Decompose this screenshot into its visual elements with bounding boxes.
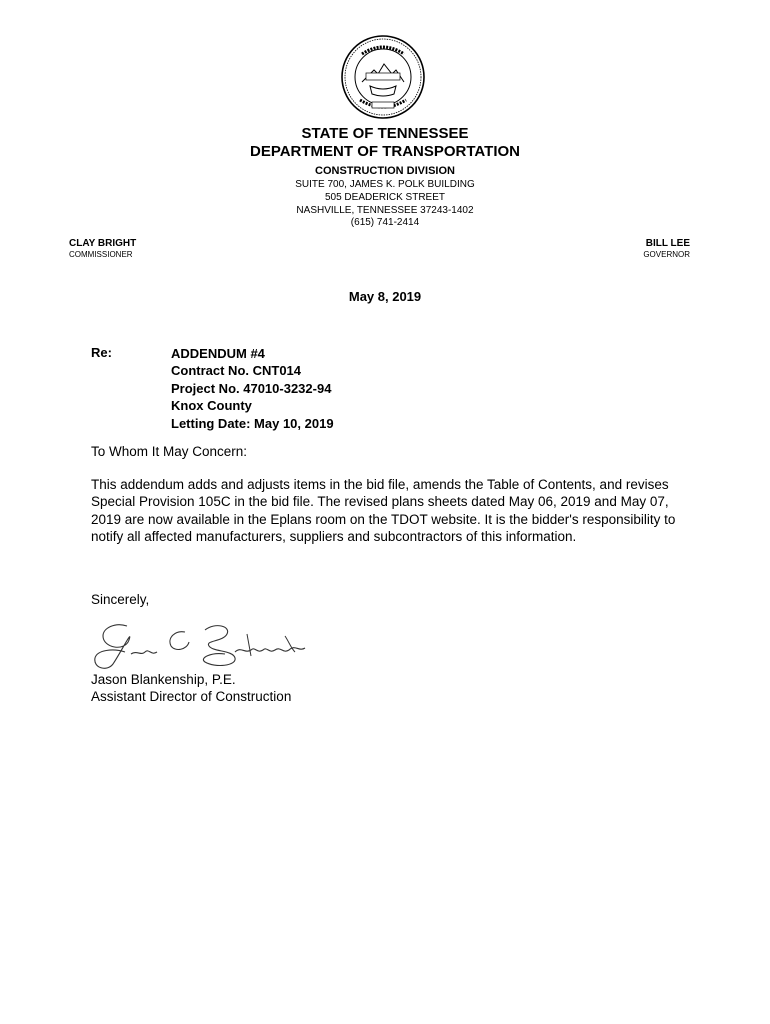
commissioner-title: COMMISSIONER	[69, 250, 133, 259]
letterhead-title-state: STATE OF TENNESSEE	[301, 125, 469, 142]
letterhead-title-department: DEPARTMENT OF TRANSPORTATION	[250, 143, 520, 160]
re-line-addendum: ADDENDUM #4	[171, 346, 265, 361]
re-line-letting-date: Letting Date: May 10, 2019	[171, 415, 334, 431]
governor-title: GOVERNOR	[643, 250, 690, 259]
handwritten-signature	[85, 612, 315, 674]
re-block	[171, 345, 334, 432]
greeting: To Whom It May Concern:	[91, 444, 248, 459]
re-line-county: Knox County	[171, 398, 252, 414]
state-seal-icon	[340, 34, 426, 120]
re-line-contract: Contract No. CNT014	[171, 363, 302, 379]
address-line-1: SUITE 700, JAMES K. POLK BUILDING	[295, 179, 475, 190]
address-line-3: NASHVILLE, TENNESSEE 37243-1402	[296, 205, 474, 216]
governor-name: BILL LEE	[645, 238, 690, 249]
body-paragraph: This addendum adds and adjusts items in the bid file, amends the Table of Contents, and revises Special Provision 105C in the bid file. The revised plans sheets dated May 06, 2019 and May 07, 2019 are now available in the Eplans room on the TDOT website. It is the bidder's responsibility to notify all affected manufacturers, suppliers and subcontractors of this information.	[91, 477, 676, 545]
signer-title: Assistant Director of Construction	[91, 689, 292, 705]
commissioner-name: CLAY BRIGHT	[69, 238, 137, 249]
re-label: Re:	[91, 345, 112, 360]
address-line-2: 505 DEADERICK STREET	[324, 192, 446, 203]
phone-number: (615) 741-2414	[350, 217, 420, 228]
signer-block	[91, 671, 291, 706]
signer-name: Jason Blankenship, P.E.	[91, 672, 236, 687]
letter-date: May 8, 2019	[348, 289, 422, 304]
re-line-project: Project No. 47010-3232-94	[171, 380, 332, 396]
closing: Sincerely,	[91, 592, 150, 607]
letterhead-division: CONSTRUCTION DIVISION	[315, 165, 455, 177]
